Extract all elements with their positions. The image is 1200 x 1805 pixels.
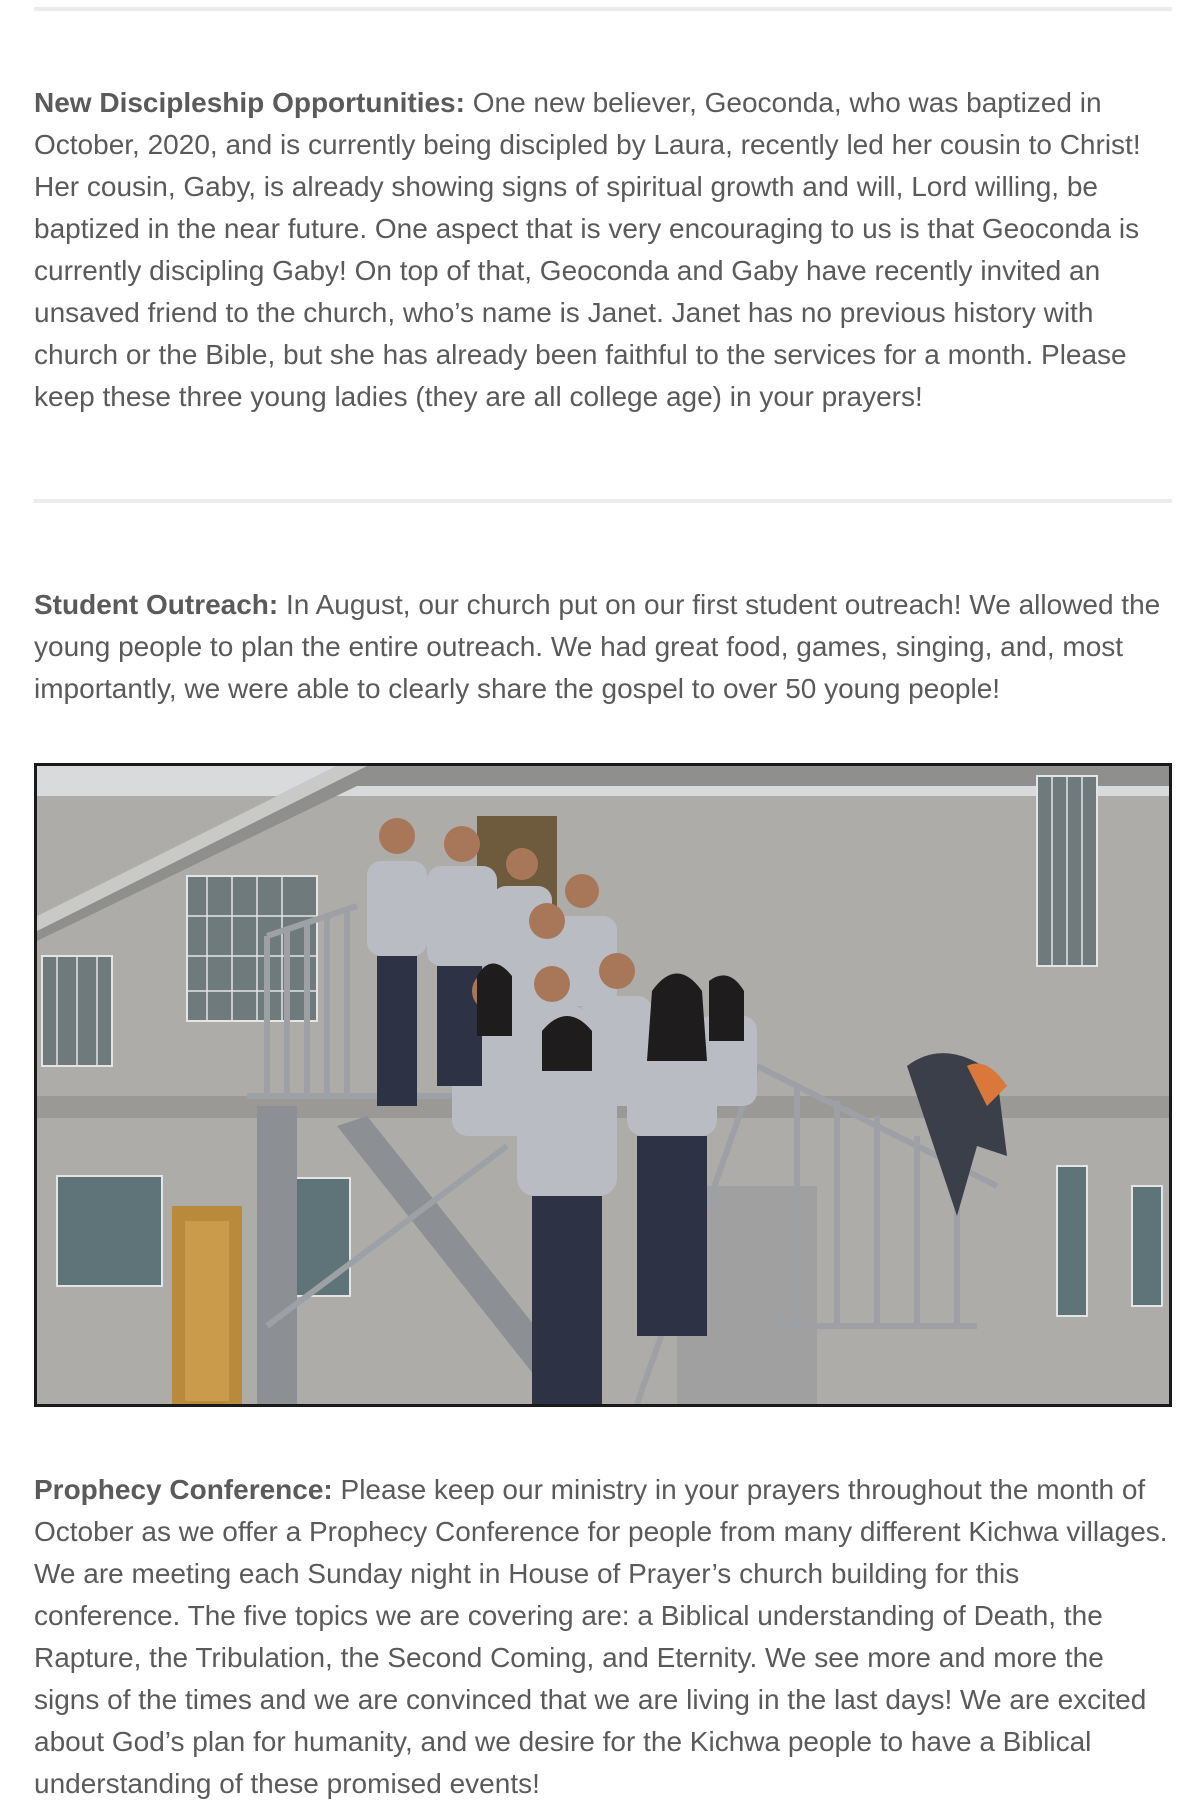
discipleship-paragraph xyxy=(34,82,1172,418)
newsletter-content xyxy=(34,0,1172,1805)
section-divider xyxy=(34,7,1172,11)
prophecy-paragraph xyxy=(34,1469,1172,1805)
discipleship-heading: New Discipleship Opportunities: xyxy=(34,87,465,118)
discipleship-body: One new believer, Geoconda, who was baptized in October, 2020, and is currently being discipled by Laura, recently led her cousin to Christ! Her cousin, Gaby, is already showing signs of spiritual growth and will, Lord willing, be baptized in the near future. One aspect that is very encouraging to us is that Geoconda is currently discipling Gaby! On top of that, Geoconda and Gaby have recently invited an unsaved friend to the church, who’s name is Janet. Janet has no previous history with church or the Bible, but she has already been faithful to the services for a month. Please keep these three young ladies (they are all college age) in your prayers! xyxy=(34,87,1141,412)
outreach-paragraph xyxy=(34,584,1172,710)
prophecy-heading: Prophecy Conference: xyxy=(34,1474,333,1505)
outreach-heading: Student Outreach: xyxy=(34,589,279,620)
group-photo xyxy=(34,763,1172,1407)
section-divider xyxy=(34,499,1172,503)
outreach-body: In August, our church put on our first student outreach! We allowed the young people to plan the entire outreach. We had great food, games, singing, and, most importantly, we were able to clearly share the gospel to over 50 young people! xyxy=(34,589,1161,704)
prophecy-body: Please keep our ministry in your prayers throughout the month of October as we offer a Prophecy Conference for people from many different Kichwa villages. We are meeting each Sunday night in House of Prayer’s church building for this conference. The five topics we are covering are: a Biblical understanding of Death, the Rapture, the Tribulation, the Second Coming, and Eternity. We see more and more the signs of the times and we are convinced that we are living in the last days! We are excited about God’s plan for humanity, and we desire for the Kichwa people to have a Biblical understanding of these promised events! xyxy=(34,1474,1168,1799)
group-photo-illustration xyxy=(37,766,1169,1404)
